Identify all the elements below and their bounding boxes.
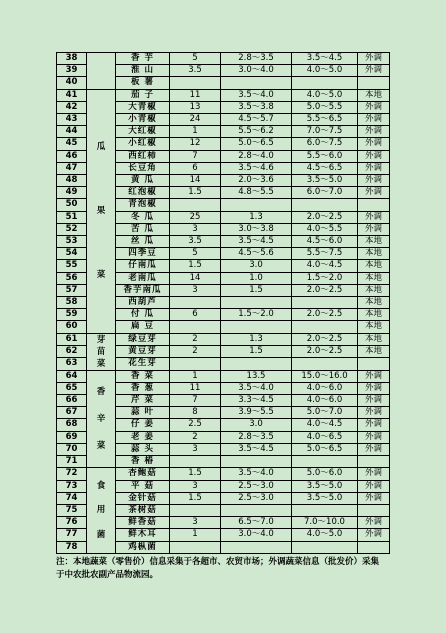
volume-cell: 11 xyxy=(170,382,221,394)
wholesale-range xyxy=(221,199,292,211)
source-cell: 本地 xyxy=(358,272,390,284)
volume-cell xyxy=(170,77,221,89)
retail-range: 5.5～6.0 xyxy=(292,150,358,162)
source-cell xyxy=(358,456,390,468)
volume-cell: 13 xyxy=(170,101,221,113)
source-cell: 本地 xyxy=(358,309,390,321)
source-cell: 外调 xyxy=(358,468,390,480)
volume-cell: 14 xyxy=(170,175,221,187)
wholesale-range xyxy=(221,456,292,468)
retail-range: 2.0～2.5 xyxy=(292,211,358,223)
vegetable-name: 老 姜 xyxy=(116,431,170,443)
vegetable-name: 板 薯 xyxy=(116,77,170,89)
retail-range: 4.0～4.5 xyxy=(292,419,358,431)
row-number: 71 xyxy=(57,456,87,468)
source-cell: 本地 xyxy=(358,89,390,101)
source-cell: 外调 xyxy=(358,395,390,407)
retail-range: 15.0～16.0 xyxy=(292,370,358,382)
retail-range: 2.0～2.5 xyxy=(292,284,358,296)
retail-range: 7.0～7.5 xyxy=(292,126,358,138)
wholesale-range xyxy=(221,541,292,553)
source-cell: 外调 xyxy=(358,101,390,113)
source-cell: 外调 xyxy=(358,211,390,223)
wholesale-range: 1.0 xyxy=(221,272,292,284)
retail-range: 4.5～6.0 xyxy=(292,236,358,248)
wholesale-range: 3.9～5.5 xyxy=(221,407,292,419)
source-cell: 外调 xyxy=(358,492,390,504)
row-number: 45 xyxy=(57,138,87,150)
vegetable-name: 苦 瓜 xyxy=(116,223,170,235)
wholesale-range: 1.3 xyxy=(221,333,292,345)
wholesale-range: 1.5 xyxy=(221,346,292,358)
category-char: 瓜 xyxy=(96,142,106,153)
volume-cell: 3 xyxy=(170,480,221,492)
volume-cell: 1.5 xyxy=(170,260,221,272)
category-char: 用 xyxy=(96,505,106,516)
table-row xyxy=(57,370,390,382)
wholesale-range: 3.5～4.0 xyxy=(221,468,292,480)
wholesale-range: 2.0～3.6 xyxy=(221,175,292,187)
wholesale-range: 1.3 xyxy=(221,211,292,223)
row-number: 72 xyxy=(57,468,87,480)
row-number: 69 xyxy=(57,431,87,443)
source-cell: 本地 xyxy=(358,236,390,248)
vegetable-name: 芹 菜 xyxy=(116,395,170,407)
vegetable-name: 花生芽 xyxy=(116,358,170,370)
source-cell xyxy=(358,77,390,89)
source-cell: 外调 xyxy=(358,517,390,529)
category-char: 苗 xyxy=(96,346,106,357)
retail-range xyxy=(292,77,358,89)
wholesale-range: 2.8～4.0 xyxy=(221,150,292,162)
volume-cell: 1 xyxy=(170,126,221,138)
vegetable-name: 蒜 头 xyxy=(116,443,170,455)
volume-cell: 3.5 xyxy=(170,65,221,77)
source-cell: 外调 xyxy=(358,65,390,77)
vegetable-name: 香 葱 xyxy=(116,382,170,394)
vegetable-name: 香芋南瓜 xyxy=(116,284,170,296)
source-cell: 外调 xyxy=(358,175,390,187)
source-cell: 本地 xyxy=(358,346,390,358)
wholesale-range: 4.5～5.6 xyxy=(221,248,292,260)
wholesale-range: 3.0～4.0 xyxy=(221,65,292,77)
source-cell: 外调 xyxy=(358,407,390,419)
row-number: 62 xyxy=(57,346,87,358)
vegetable-name: 平 菇 xyxy=(116,480,170,492)
retail-range: 4.0～5.0 xyxy=(292,65,358,77)
vegetable-name: 长豆角 xyxy=(116,162,170,174)
source-cell: 外调 xyxy=(358,150,390,162)
retail-range: 6.0～7.5 xyxy=(292,138,358,150)
row-number: 41 xyxy=(57,89,87,101)
vegetable-name: 杏鲍菇 xyxy=(116,468,170,480)
source-cell: 本地 xyxy=(358,297,390,309)
retail-range: 4.0～5.5 xyxy=(292,223,358,235)
row-number: 38 xyxy=(57,53,87,65)
retail-range xyxy=(292,456,358,468)
row-number: 56 xyxy=(57,272,87,284)
vegetable-name: 扁 豆 xyxy=(116,321,170,333)
row-number: 73 xyxy=(57,480,87,492)
vegetable-name: 大红椒 xyxy=(116,126,170,138)
volume-cell: 25 xyxy=(170,211,221,223)
source-cell: 外调 xyxy=(358,162,390,174)
vegetable-name: 大青椒 xyxy=(116,101,170,113)
vegetable-price-table xyxy=(56,52,390,554)
retail-range: 5.5～7.5 xyxy=(292,248,358,260)
category-cell xyxy=(87,468,116,553)
vegetable-name: 蒜 叶 xyxy=(116,407,170,419)
row-number: 76 xyxy=(57,517,87,529)
wholesale-range: 1.5～2.0 xyxy=(221,309,292,321)
volume-cell: 2.5 xyxy=(170,419,221,431)
retail-range xyxy=(292,358,358,370)
retail-range: 5.5～6.5 xyxy=(292,114,358,126)
table-row xyxy=(57,89,390,101)
vegetable-name: 香 椿 xyxy=(116,456,170,468)
wholesale-range: 2.8～3.5 xyxy=(221,53,292,65)
volume-cell: 14 xyxy=(170,272,221,284)
vegetable-name: 香 菜 xyxy=(116,370,170,382)
table-row xyxy=(57,333,390,345)
wholesale-range xyxy=(221,504,292,516)
source-cell: 外调 xyxy=(358,53,390,65)
source-cell: 外调 xyxy=(358,223,390,235)
category-char: 芽 xyxy=(96,334,106,345)
source-cell: 外调 xyxy=(358,126,390,138)
vegetable-name: 黄豆芽 xyxy=(116,346,170,358)
vegetable-name: 金针菇 xyxy=(116,492,170,504)
retail-range: 4.0～6.0 xyxy=(292,382,358,394)
row-number: 64 xyxy=(57,370,87,382)
source-cell: 外调 xyxy=(358,382,390,394)
row-number: 74 xyxy=(57,492,87,504)
vegetable-name: 西红柿 xyxy=(116,150,170,162)
row-number: 59 xyxy=(57,309,87,321)
volume-cell: 2 xyxy=(170,333,221,345)
wholesale-range xyxy=(221,297,292,309)
source-cell: 本地 xyxy=(358,333,390,345)
source-cell: 外调 xyxy=(358,480,390,492)
row-number: 77 xyxy=(57,529,87,541)
volume-cell: 3 xyxy=(170,443,221,455)
footnote: 注：本地蔬菜（零售价）信息采集于各超市、农贸市场；外调蔬菜信息（批发价）采集于中农批农副产品物流园。 xyxy=(56,557,380,580)
retail-range: 4.0～6.5 xyxy=(292,431,358,443)
volume-cell xyxy=(170,358,221,370)
category-cell xyxy=(87,89,116,333)
vegetable-name: 茶树菇 xyxy=(116,504,170,516)
retail-range: 1.5～2.0 xyxy=(292,272,358,284)
row-number: 44 xyxy=(57,126,87,138)
retail-range: 5.0～7.0 xyxy=(292,407,358,419)
row-number: 52 xyxy=(57,223,87,235)
row-number: 50 xyxy=(57,199,87,211)
wholesale-range: 2.5～3.0 xyxy=(221,492,292,504)
volume-cell: 2 xyxy=(170,346,221,358)
wholesale-range xyxy=(221,77,292,89)
category-char: 菜 xyxy=(96,269,106,280)
volume-cell: 7 xyxy=(170,395,221,407)
source-cell: 外调 xyxy=(358,138,390,150)
volume-cell: 1 xyxy=(170,370,221,382)
retail-range: 3.5～5.0 xyxy=(292,480,358,492)
retail-range: 4.0～5.0 xyxy=(292,89,358,101)
vegetable-name: 青泡椒 xyxy=(116,199,170,211)
volume-cell: 5 xyxy=(170,248,221,260)
wholesale-range: 5.0～6.5 xyxy=(221,138,292,150)
retail-range: 4.0～5.0 xyxy=(292,529,358,541)
vegetable-name: 仔 姜 xyxy=(116,419,170,431)
vegetable-name: 冬 瓜 xyxy=(116,211,170,223)
source-cell: 外调 xyxy=(358,187,390,199)
wholesale-range: 2.5～3.0 xyxy=(221,480,292,492)
vegetable-name: 鸡枞菌 xyxy=(116,541,170,553)
source-cell: 外调 xyxy=(358,431,390,443)
volume-cell: 24 xyxy=(170,114,221,126)
row-number: 55 xyxy=(57,260,87,272)
vegetable-name: 香 芋 xyxy=(116,53,170,65)
retail-range xyxy=(292,541,358,553)
category-char: 香 xyxy=(96,386,106,397)
retail-range xyxy=(292,504,358,516)
wholesale-range: 4.8～5.5 xyxy=(221,187,292,199)
row-number: 78 xyxy=(57,541,87,553)
retail-range: 4.0～4.5 xyxy=(292,260,358,272)
retail-range: 6.0～7.0 xyxy=(292,187,358,199)
retail-range: 3.5～5.0 xyxy=(292,492,358,504)
volume-cell: 3 xyxy=(170,223,221,235)
row-number: 54 xyxy=(57,248,87,260)
source-cell: 外调 xyxy=(358,370,390,382)
source-cell xyxy=(358,199,390,211)
wholesale-range: 13.5 xyxy=(221,370,292,382)
volume-cell: 6 xyxy=(170,162,221,174)
category-char: 菜 xyxy=(96,441,106,452)
volume-cell: 7 xyxy=(170,150,221,162)
wholesale-range: 3.3～4.5 xyxy=(221,395,292,407)
source-cell: 本地 xyxy=(358,284,390,296)
vegetable-name: 小红椒 xyxy=(116,138,170,150)
volume-cell xyxy=(170,541,221,553)
vegetable-name: 丝 瓜 xyxy=(116,236,170,248)
retail-range xyxy=(292,199,358,211)
volume-cell: 1 xyxy=(170,529,221,541)
vegetable-name: 四季豆 xyxy=(116,248,170,260)
volume-cell: 8 xyxy=(170,407,221,419)
category-char: 辛 xyxy=(96,413,106,424)
category-char: 食 xyxy=(96,481,106,492)
row-number: 42 xyxy=(57,101,87,113)
retail-range: 2.0～2.5 xyxy=(292,346,358,358)
row-number: 39 xyxy=(57,65,87,77)
category-char: 菌 xyxy=(96,529,106,540)
retail-range: 3.5～5.0 xyxy=(292,175,358,187)
row-number: 75 xyxy=(57,504,87,516)
row-number: 51 xyxy=(57,211,87,223)
source-cell: 外调 xyxy=(358,443,390,455)
wholesale-range: 5.5～6.2 xyxy=(221,126,292,138)
volume-cell xyxy=(170,199,221,211)
row-number: 60 xyxy=(57,321,87,333)
source-cell xyxy=(358,358,390,370)
vegetable-name: 付 瓜 xyxy=(116,309,170,321)
row-number: 58 xyxy=(57,297,87,309)
category-cell xyxy=(87,333,116,370)
row-number: 68 xyxy=(57,419,87,431)
vegetable-name: 茄 子 xyxy=(116,89,170,101)
row-number: 43 xyxy=(57,114,87,126)
vegetable-name: 红泡椒 xyxy=(116,187,170,199)
vegetable-name: 绿豆芽 xyxy=(116,333,170,345)
row-number: 70 xyxy=(57,443,87,455)
category-char: 菜 xyxy=(96,358,106,369)
vegetable-name: 淮 山 xyxy=(116,65,170,77)
vegetable-name: 老南瓜 xyxy=(116,272,170,284)
wholesale-range xyxy=(221,321,292,333)
source-cell xyxy=(358,541,390,553)
volume-cell: 3 xyxy=(170,517,221,529)
volume-cell: 12 xyxy=(170,138,221,150)
vegetable-name: 仔南瓜 xyxy=(116,260,170,272)
source-cell xyxy=(358,504,390,516)
retail-range: 5.0～6.5 xyxy=(292,443,358,455)
wholesale-range: 3.5～4.5 xyxy=(221,236,292,248)
wholesale-range: 6.5～7.0 xyxy=(221,517,292,529)
source-cell: 外调 xyxy=(358,419,390,431)
retail-range: 7.0～10.0 xyxy=(292,517,358,529)
wholesale-range: 3.5～4.0 xyxy=(221,382,292,394)
retail-range: 2.0～2.5 xyxy=(292,333,358,345)
row-number: 67 xyxy=(57,407,87,419)
wholesale-range: 3.0～4.0 xyxy=(221,529,292,541)
row-number: 53 xyxy=(57,236,87,248)
source-cell: 外调 xyxy=(358,529,390,541)
volume-cell xyxy=(170,297,221,309)
row-number: 61 xyxy=(57,333,87,345)
volume-cell: 6 xyxy=(170,309,221,321)
category-cell xyxy=(87,370,116,468)
row-number: 47 xyxy=(57,162,87,174)
wholesale-range: 3.5～3.8 xyxy=(221,101,292,113)
wholesale-range: 3.0～3.8 xyxy=(221,223,292,235)
wholesale-range: 3.5～4.6 xyxy=(221,162,292,174)
volume-cell: 2 xyxy=(170,431,221,443)
table-row xyxy=(57,468,390,480)
table-row xyxy=(57,53,390,65)
wholesale-range: 3.0 xyxy=(221,419,292,431)
volume-cell: 1.5 xyxy=(170,187,221,199)
retail-range: 4.5～6.5 xyxy=(292,162,358,174)
volume-cell: 1.5 xyxy=(170,468,221,480)
volume-cell xyxy=(170,456,221,468)
retail-range: 2.0～2.5 xyxy=(292,309,358,321)
vegetable-name: 西葫芦 xyxy=(116,297,170,309)
source-cell: 本地 xyxy=(358,248,390,260)
source-cell: 本地 xyxy=(358,321,390,333)
vegetable-name: 鲜香菇 xyxy=(116,517,170,529)
row-number: 65 xyxy=(57,382,87,394)
retail-range xyxy=(292,297,358,309)
volume-cell: 11 xyxy=(170,89,221,101)
row-number: 57 xyxy=(57,284,87,296)
source-cell: 外调 xyxy=(358,114,390,126)
category-char: 果 xyxy=(96,206,106,217)
row-number: 66 xyxy=(57,395,87,407)
row-number: 46 xyxy=(57,150,87,162)
retail-range: 5.0～6.0 xyxy=(292,468,358,480)
wholesale-range: 3.5～4.5 xyxy=(221,443,292,455)
vegetable-name: 鲜木耳 xyxy=(116,529,170,541)
retail-range xyxy=(292,321,358,333)
retail-range: 4.0～6.0 xyxy=(292,395,358,407)
category-cell xyxy=(87,53,116,90)
wholesale-range: 2.8～3.5 xyxy=(221,431,292,443)
row-number: 48 xyxy=(57,175,87,187)
row-number: 49 xyxy=(57,187,87,199)
row-number: 40 xyxy=(57,77,87,89)
volume-cell xyxy=(170,504,221,516)
source-cell: 本地 xyxy=(358,260,390,272)
volume-cell: 1.5 xyxy=(170,492,221,504)
volume-cell: 5 xyxy=(170,53,221,65)
wholesale-range: 1.5 xyxy=(221,284,292,296)
vegetable-name: 黄 瓜 xyxy=(116,175,170,187)
wholesale-range: 4.5～5.7 xyxy=(221,114,292,126)
volume-cell: 3 xyxy=(170,284,221,296)
volume-cell: 3.5 xyxy=(170,236,221,248)
wholesale-range: 3.5～4.0 xyxy=(221,89,292,101)
wholesale-range xyxy=(221,358,292,370)
vegetable-name: 小青椒 xyxy=(116,114,170,126)
retail-range: 5.0～5.5 xyxy=(292,101,358,113)
row-number: 63 xyxy=(57,358,87,370)
wholesale-range: 3.0 xyxy=(221,260,292,272)
volume-cell xyxy=(170,321,221,333)
retail-range: 3.5～4.5 xyxy=(292,53,358,65)
